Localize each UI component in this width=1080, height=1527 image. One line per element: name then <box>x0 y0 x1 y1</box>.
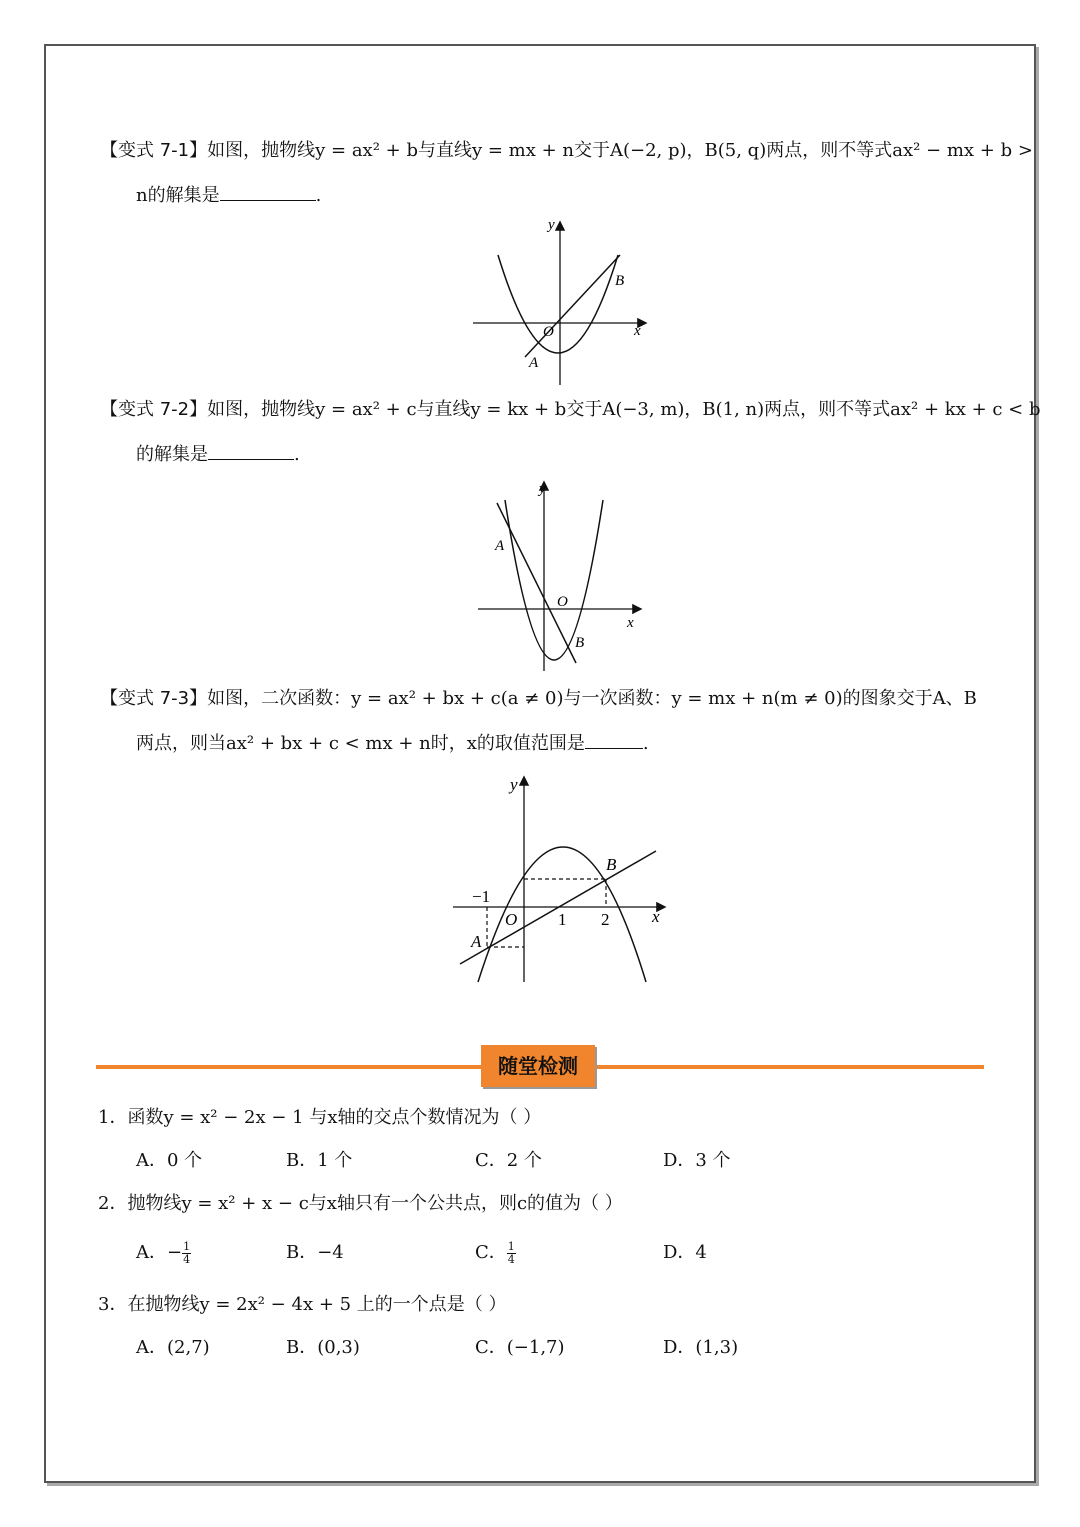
point-a-label: A <box>529 355 539 371</box>
question-3-option-b[interactable]: B．(0,3) <box>286 1337 360 1358</box>
answer-blank[interactable] <box>220 182 316 201</box>
x-label: x <box>652 907 660 926</box>
problem-7-3-line2 <box>136 730 649 757</box>
parabola <box>505 500 603 660</box>
line <box>525 255 620 357</box>
point-a-label: A <box>495 538 505 554</box>
point-b-label: B <box>615 273 625 289</box>
problem-7-3-tag: 【变式 7-3】 <box>100 688 208 709</box>
problem-7-1-text: 如图，抛物线y = ax² + b与直线y = mx + n交于A(−2, p)，B(5, q)两点，则不等式ax² − mx + b > <box>207 140 1033 161</box>
problem-7-1-line2 <box>136 182 321 209</box>
question-3-option-a[interactable]: A．(2,7) <box>136 1337 210 1358</box>
problem-7-2-line2-text: 的解集是 <box>136 444 208 465</box>
y-label: y <box>510 775 518 794</box>
answer-blank[interactable] <box>208 441 294 460</box>
answer-blank[interactable] <box>585 730 643 749</box>
question-3-option-c[interactable]: C．(−1,7) <box>475 1337 565 1358</box>
question-2-option-d[interactable]: D．4 <box>663 1242 707 1263</box>
figure-7-3 <box>450 770 670 988</box>
question-3-option-d[interactable]: D．(1,3) <box>663 1337 739 1358</box>
question-1-option-b[interactable]: B．1 个 <box>286 1150 353 1171</box>
y-label: y <box>539 481 546 497</box>
tick-label-neg1: −1 <box>472 887 491 906</box>
figure-7-1 <box>470 215 650 390</box>
tick-label-2: 2 <box>601 910 610 929</box>
fraction-denominator: 4 <box>507 1252 515 1266</box>
question-1-option-d[interactable]: D．3 个 <box>663 1150 731 1171</box>
question-3-stem: 3．在抛物线y = 2x² − 4x + 5 上的一个点是（ ） <box>98 1294 507 1315</box>
question-2-option-a[interactable] <box>136 1240 191 1266</box>
problem-7-2-tag: 【变式 7-2】 <box>100 399 208 420</box>
period: . <box>315 185 322 206</box>
point-a-label: A <box>471 932 482 951</box>
fraction-numerator: 1 <box>507 1239 515 1253</box>
question-1-stem: 1．函数y = x² − 2x − 1 与x轴的交点个数情况为（ ） <box>98 1107 542 1128</box>
period: . <box>642 733 649 754</box>
x-label: x <box>627 615 634 631</box>
fraction-denominator: 4 <box>183 1252 191 1266</box>
option-a-label: A． <box>136 1242 167 1263</box>
problem-7-3-text: 如图，二次函数：y = ax² + bx + c(a ≠ 0)与一次函数：y = mx + n(m ≠ 0)的图象交于A、B <box>207 688 977 709</box>
fraction <box>507 1241 516 1266</box>
option-c-label: C． <box>475 1242 507 1263</box>
problem-7-3-line2-text: 两点，则当ax² + bx + c < mx + n时，x的取值范围是 <box>136 733 585 754</box>
x-label: x <box>634 323 641 339</box>
question-2-option-c[interactable] <box>475 1240 516 1266</box>
problem-7-2-text: 如图，抛物线y = ax² + c与直线y = kx + b交于A(−3, m)，B(1, n)两点，则不等式ax² + kx + c < b <box>207 399 1041 420</box>
origin-label: O <box>505 910 518 929</box>
problem-7-2-line1 <box>100 397 1041 423</box>
parabola <box>498 255 618 353</box>
problem-7-1-line2-text: n的解集是 <box>136 185 220 206</box>
problem-7-1-line1 <box>100 138 1033 164</box>
problem-7-1-tag: 【变式 7-1】 <box>100 140 208 161</box>
fraction-sign: − <box>167 1242 183 1263</box>
origin-label: O <box>543 324 554 340</box>
tick-label-1: 1 <box>558 910 567 929</box>
question-2-stem: 2．抛物线y = x² + x − c与x轴只有一个公共点，则c的值为（ ） <box>98 1193 623 1214</box>
point-b-label: B <box>606 855 617 874</box>
fraction-numerator: 1 <box>183 1239 191 1253</box>
question-1-option-c[interactable]: C．2 个 <box>475 1150 542 1171</box>
question-1-option-a[interactable]: A．0 个 <box>136 1150 203 1171</box>
problem-7-2-line2 <box>136 441 300 468</box>
point-b-label: B <box>575 635 585 651</box>
origin-label: O <box>557 594 568 610</box>
question-2-option-b[interactable]: B．−4 <box>286 1242 344 1263</box>
y-label: y <box>548 217 555 233</box>
period: . <box>294 444 300 465</box>
problem-7-3-line1 <box>100 686 977 712</box>
fraction <box>182 1241 191 1266</box>
section-title: 随堂检测 <box>481 1045 595 1087</box>
figure-7-2 <box>472 475 652 675</box>
